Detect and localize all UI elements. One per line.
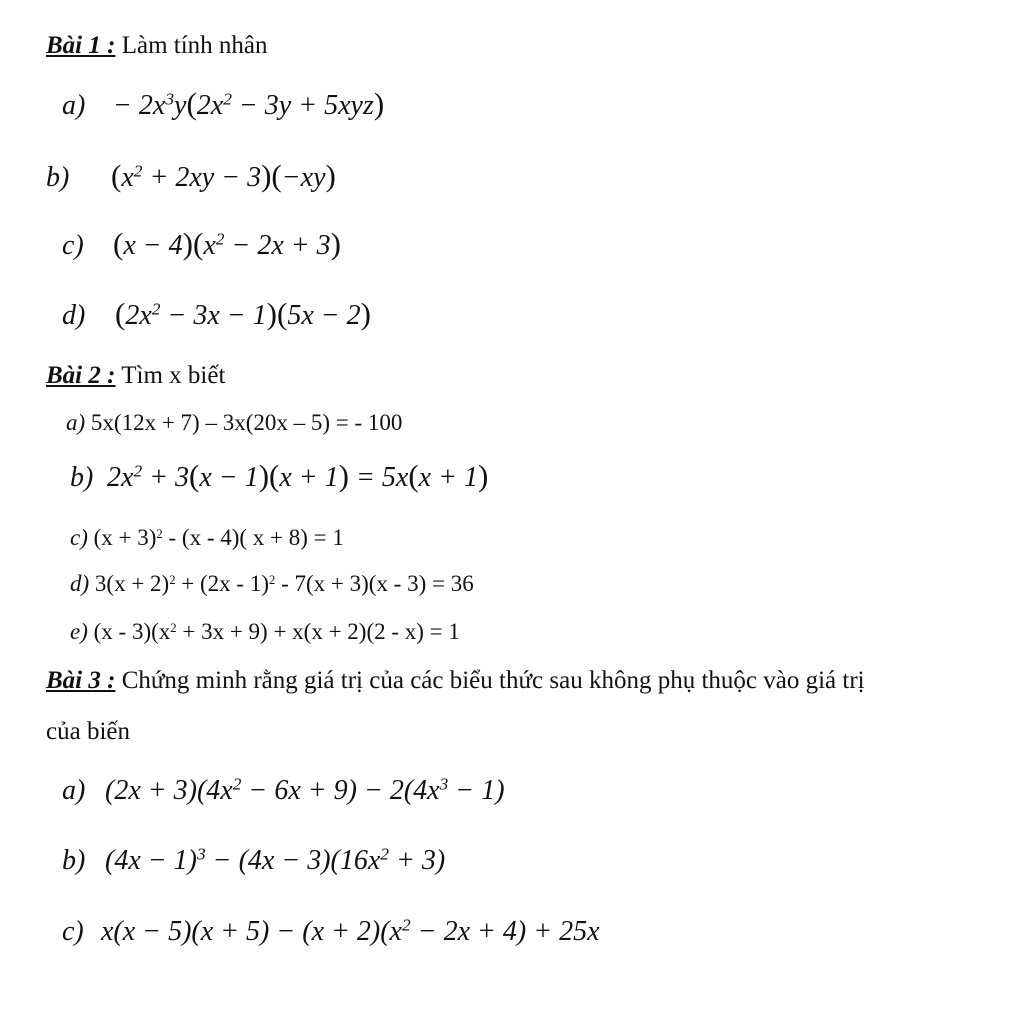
bai3-item-a-expr-render: $(2x + 3)(4x^2 - 6x + 9) - 2(4x^3 - 1)$ bbox=[105, 774, 505, 806]
bai2-item-b bbox=[70, 458, 488, 494]
bai3-title-cont: của biến bbox=[46, 718, 130, 745]
bai1-item-c-expr-render: $(x - 4)(x^2 - 2x + 3)$ bbox=[113, 226, 341, 261]
bai1-heading bbox=[46, 32, 268, 60]
bai1-item-d bbox=[62, 296, 371, 332]
bai3-item-c-expr-render: $x(x - 5)(x + 5) - (x + 2)(x^2 - 2x + 4) + 25x$ bbox=[101, 915, 600, 947]
bai1-item-a-expr-render: − $2x^3y(2x^2 - 3y + 5xyz)$ bbox=[113, 86, 385, 121]
bai2-title: Tìm x biết bbox=[121, 362, 226, 389]
bai2-item-e bbox=[70, 619, 460, 645]
bai2-heading bbox=[46, 362, 225, 390]
bai1-item-c bbox=[62, 226, 341, 262]
bai2-item-e-label: e) bbox=[70, 619, 88, 644]
bai2-item-c-label: c) bbox=[70, 525, 88, 550]
bai3-heading-cont bbox=[46, 718, 130, 746]
bai2-item-d-expr-render: $3(x + 2)^2 + (2x - 1)^2 - 7(x + 3)(x - 3) = 36$ bbox=[94, 571, 474, 596]
bai2-item-e-expr-render: $(x - 3)(x^2 + 3x + 9) + x(x + 2)(2 - x) = 1$ bbox=[93, 619, 460, 644]
bai1-item-a-label: a) bbox=[62, 90, 86, 121]
bai1-item-a bbox=[62, 86, 384, 122]
bai2-item-d bbox=[70, 571, 474, 597]
bai3-item-c-label: c) bbox=[62, 916, 84, 947]
bai3-item-b bbox=[62, 845, 445, 877]
bai2-item-b-expr-render: $2x^2 + 3(x - 1)(x + 1) = 5x(x + 1)$ bbox=[107, 458, 489, 493]
bai1-item-b-label: b) bbox=[46, 162, 70, 193]
bai1-item-b bbox=[46, 158, 336, 194]
bai3-title: Chứng minh rằng giá trị của các biểu thức sau không phụ thuộc vào giá trị bbox=[121, 667, 865, 694]
bai2-label: Bài 2 : bbox=[46, 362, 116, 389]
bai2-item-a-expr: 5x(12x + 7) – 3x(20x – 5) = - 100 bbox=[90, 410, 403, 435]
bai3-item-a bbox=[62, 775, 505, 807]
bai2-item-d-label: d) bbox=[70, 571, 90, 596]
bai2-item-b-label: b) bbox=[70, 462, 94, 493]
bai3-label: Bài 3 : bbox=[46, 667, 116, 694]
bai1-item-d-expr-render: $(2x^2 - 3x - 1)(5x - 2)$ bbox=[115, 296, 371, 331]
bai3-item-c bbox=[62, 916, 600, 948]
bai2-item-c-expr-render: $(x + 3)^2 - (x - 4)$( x + 8) = 1 bbox=[93, 525, 344, 550]
bai2-item-c bbox=[70, 525, 344, 551]
bai1-item-c-label: c) bbox=[62, 230, 84, 261]
bai1-item-d-label: d) bbox=[62, 300, 86, 331]
bai3-item-b-expr-render: $(4x - 1)^3 - (4x - 3)(16x^2 + 3)$ bbox=[105, 844, 446, 876]
bai2-item-a bbox=[66, 410, 402, 436]
bai1-title: Làm tính nhân bbox=[121, 32, 268, 59]
bai3-item-a-label: a) bbox=[62, 775, 86, 806]
bai1-item-b-expr-render: $(x^2 + 2xy - 3)(-xy)$ bbox=[111, 158, 336, 193]
bai2-item-a-label: a) bbox=[66, 410, 86, 435]
bai1-label: Bài 1 : bbox=[46, 32, 116, 59]
bai3-item-b-label: b) bbox=[62, 845, 86, 876]
bai3-heading bbox=[46, 667, 865, 695]
